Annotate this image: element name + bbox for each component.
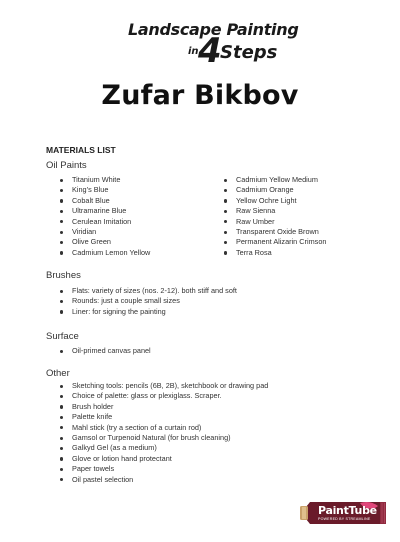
list-item: Rounds: just a couple small sizes — [60, 296, 237, 306]
list-item: Cobalt Blue — [60, 196, 150, 206]
other-heading: Other — [46, 368, 70, 379]
list-item: Gamsol or Turpenoid Natural (for brush cleaning) — [60, 433, 268, 443]
list-item: Olive Green — [60, 237, 150, 247]
materials-list-title: MATERIALS LIST — [46, 145, 116, 155]
list-item: Terra Rosa — [224, 248, 326, 258]
oil-paints-list-right — [224, 175, 326, 258]
list-item: Paper towels — [60, 464, 268, 474]
other-list — [60, 381, 268, 485]
surface-list — [60, 346, 151, 356]
logo-title: Landscape Painting — [128, 20, 299, 39]
surface-heading: Surface — [46, 331, 79, 342]
list-item: King’s Blue — [60, 185, 150, 195]
list-item: Cerulean Imitation — [60, 217, 150, 227]
logo-steps: Steps — [220, 42, 278, 63]
author-name: Zufar Bikbov — [101, 80, 299, 111]
painttube-tagline: POWERED BY STREAMLINE — [318, 517, 371, 521]
brushes-heading: Brushes — [46, 270, 81, 281]
logo-in: in — [188, 46, 199, 57]
list-item: Raw Sienna — [224, 206, 326, 216]
list-item: Viridian — [60, 227, 150, 237]
list-item: Brush holder — [60, 402, 268, 412]
logo-number: 4 — [198, 31, 222, 71]
list-item: Cadmium Lemon Yellow — [60, 248, 150, 258]
oil-paints-heading: Oil Paints — [46, 160, 87, 171]
list-item: Mahl stick (try a section of a curtain rod) — [60, 423, 268, 433]
brushes-list — [60, 286, 237, 317]
list-item: Cadmium Orange — [224, 185, 326, 195]
list-item: Choice of palette: glass or plexiglass. Scraper. — [60, 391, 268, 401]
list-item: Sketching tools: pencils (6B, 2B), sketchbook or drawing pad — [60, 381, 268, 391]
list-item: Oil-primed canvas panel — [60, 346, 151, 356]
list-item: Raw Umber — [224, 217, 326, 227]
course-logo — [128, 20, 299, 75]
painttube-brand: PaintTube — [318, 504, 377, 517]
oil-paints-list-left — [60, 175, 150, 258]
list-item: Oil pastel selection — [60, 475, 268, 485]
list-item: Permanent Alizarin Crimson — [224, 237, 326, 247]
painttube-logo — [300, 500, 388, 526]
list-item: Palette knife — [60, 412, 268, 422]
list-item: Cadmium Yellow Medium — [224, 175, 326, 185]
list-item: Transparent Oxide Brown — [224, 227, 326, 237]
list-item: Galkyd Gel (as a medium) — [60, 443, 268, 453]
list-item: Flats: variety of sizes (nos. 2-12). both stiff and soft — [60, 286, 237, 296]
list-item: Liner: for signing the painting — [60, 307, 237, 317]
list-item: Ultramarine Blue — [60, 206, 150, 216]
list-item: Titanium White — [60, 175, 150, 185]
list-item: Glove or lotion hand protectant — [60, 454, 268, 464]
list-item: Yellow Ochre Light — [224, 196, 326, 206]
